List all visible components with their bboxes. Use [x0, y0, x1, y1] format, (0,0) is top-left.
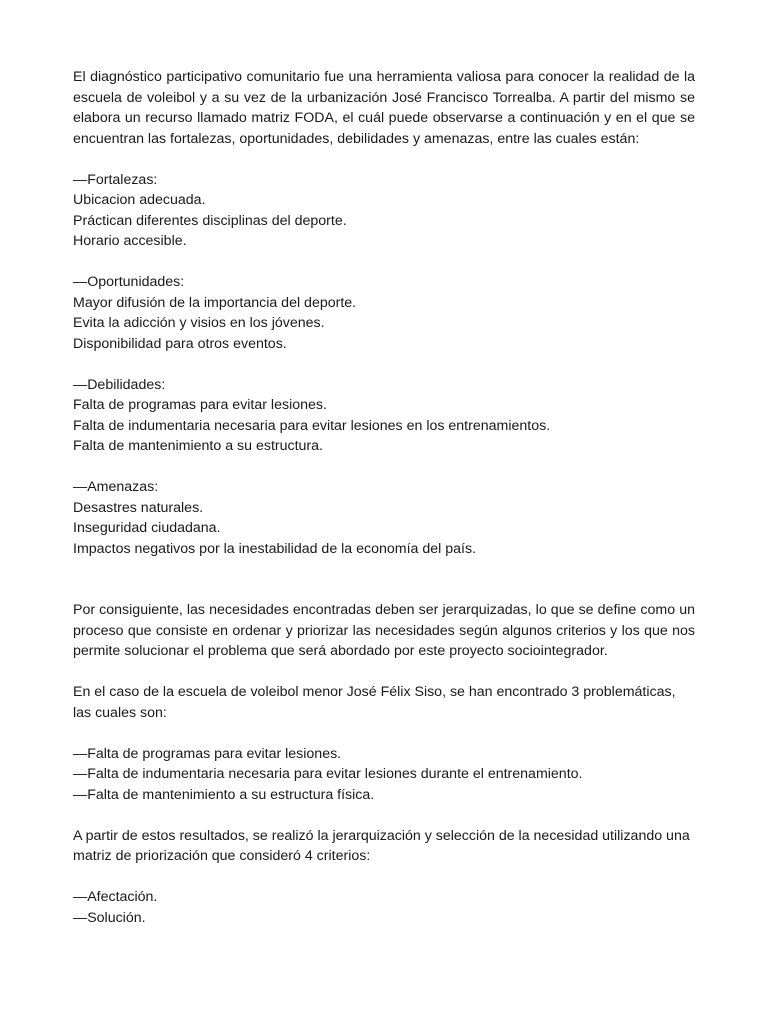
criteria-item: —Afectación. [73, 889, 158, 905]
foda-oportunidades [73, 272, 695, 354]
problems-intro-paragraph: En el caso de la escuela de voleibol menor José Félix Siso, se han encontrado 3 problemáticas, las cuales son: [73, 684, 676, 721]
foda-item: Horario accesible. [73, 233, 187, 249]
foda-heading: —Debilidades: [73, 376, 166, 393]
foda-item: Falta de mantenimiento a su estructura. [73, 438, 323, 454]
foda-heading: —Oportunidades: [73, 274, 185, 290]
hierarchy-paragraph: Por consiguiente, las necesidades encontradas deben ser jerarquizadas, lo que se define como un proceso que consiste en ordenar y priorizar las necesidades según algunos criterios y los que nos permite solucionar el problema que será abordado por este proyecto sociointegrador. [73, 602, 695, 659]
foda-item: Desastres naturales. [73, 499, 204, 516]
criteria-list [73, 887, 695, 928]
results-paragraph: A partir de estos resultados, se realizó la jerarquización y selección de la necesidad utilizando una matriz de priorización que consideró 4 criterios: [73, 827, 690, 864]
foda-item: Práctican diferentes disciplinas del deporte. [73, 212, 347, 229]
document-page [73, 67, 695, 949]
foda-item: Impactos negativos por la inestabilidad de la economía del país. [73, 540, 477, 557]
problems-list [73, 744, 695, 806]
foda-fortalezas [73, 170, 695, 252]
foda-item: Ubicacion adecuada. [73, 192, 206, 208]
foda-debilidades [73, 375, 695, 457]
foda-item: Inseguridad ciudadana. [73, 520, 221, 536]
foda-item: Falta de indumentaria necesaria para evitar lesiones en los entrenamientos. [73, 417, 551, 434]
problem-item: —Falta de programas para evitar lesiones. [73, 745, 342, 762]
intro-paragraph: El diagnóstico participativo comunitario fue una herramienta valiosa para conocer la realidad de la escuela de voleibol y a su vez de la urbanización José Francisco Torrealba. A partir del mismo se elabora un recurso llamado matriz FODA, el cuál puede observarse a continuación y en el que se encuentran las fortalezas, oportunidades, debilidades y amenazas, entre las cuales están: [73, 69, 695, 147]
foda-item: Disponibilidad para otros eventos. [73, 335, 287, 352]
problem-item: —Falta de indumentaria necesaria para evitar lesiones durante el entrenamiento. [73, 766, 583, 782]
criteria-item: —Solución. [73, 909, 146, 926]
spacer [73, 580, 695, 601]
foda-heading: —Amenazas: [73, 479, 159, 495]
foda-heading: —Fortalezas: [73, 171, 158, 188]
foda-item: Falta de programas para evitar lesiones. [73, 397, 327, 413]
foda-amenazas [73, 477, 695, 559]
foda-item: Evita la adicción y visios en los jóvenes. [73, 315, 325, 331]
foda-item: Mayor difusión de la importancia del deporte. [73, 294, 357, 311]
problem-item: —Falta de mantenimiento a su estructura física. [73, 786, 375, 803]
